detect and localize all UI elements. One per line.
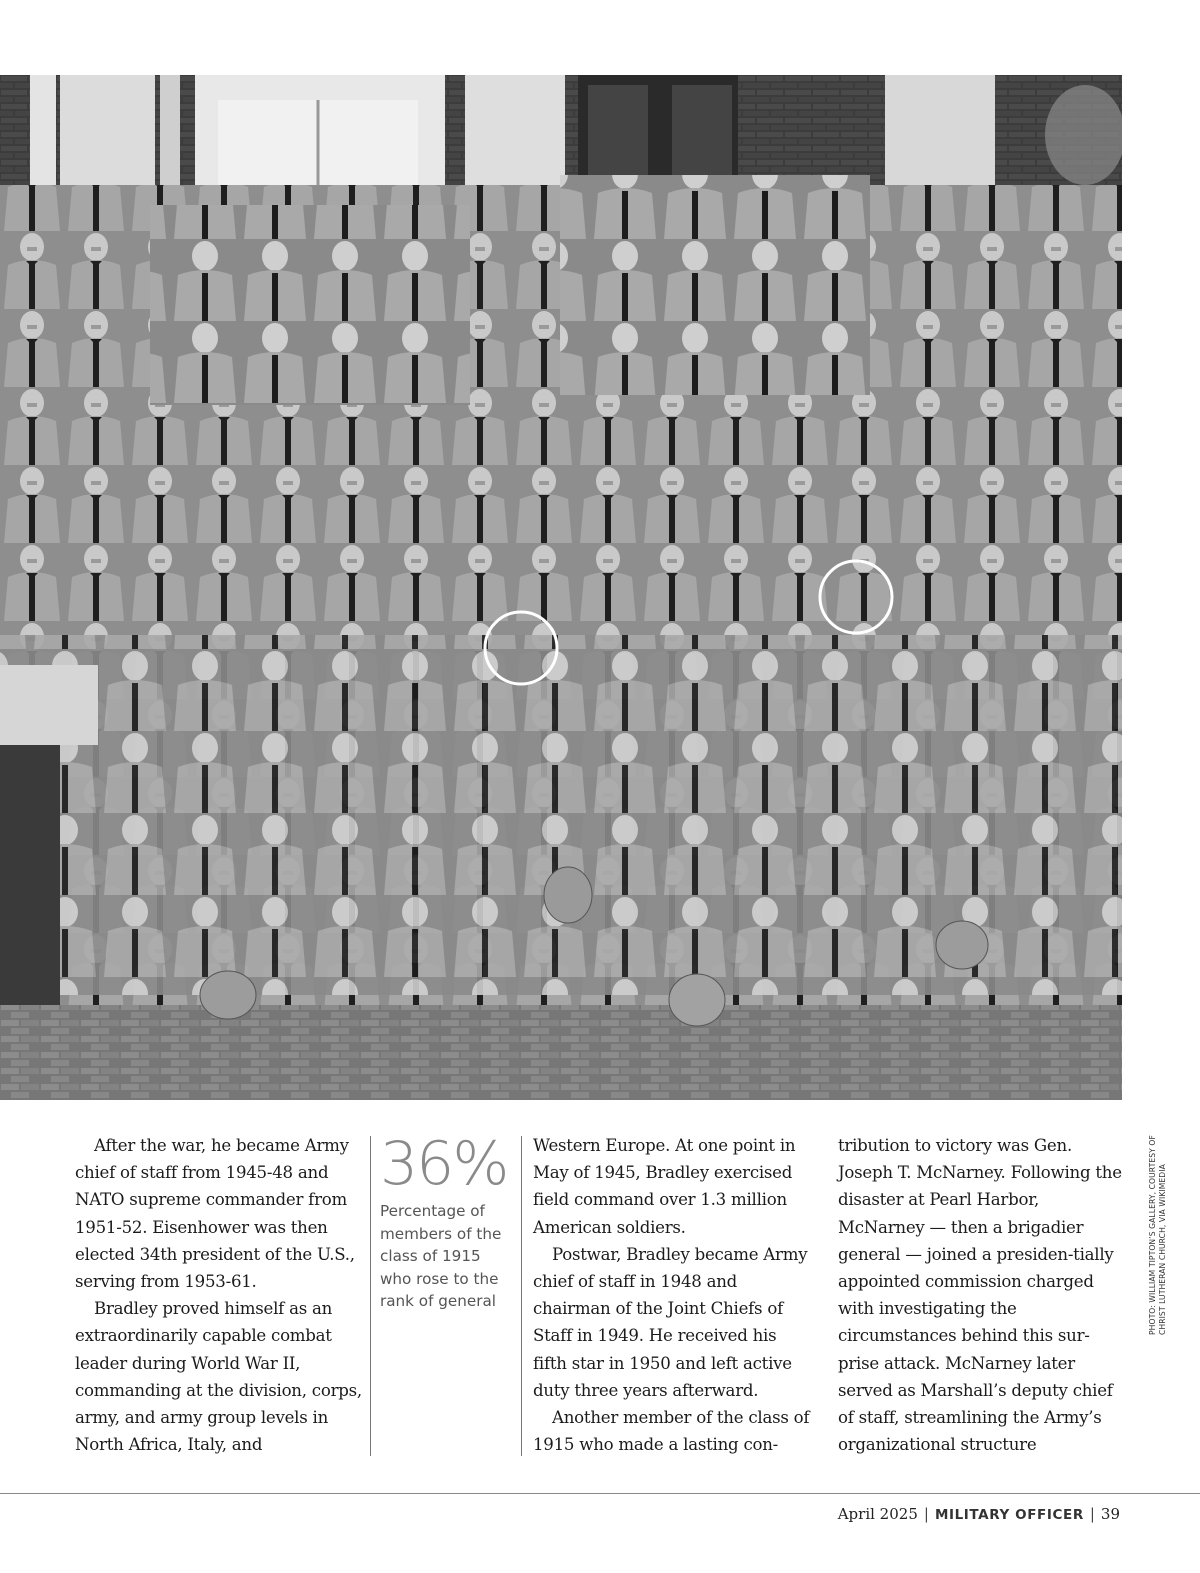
column-divider [370,1136,371,1456]
paragraph: tribution to victory was Gen. Joseph T. McNarney. Following the disaster at Pearl Harbor, McNarney — then a brigadier general — joined a presiden-tially appointed commission charged with investigating the circumstances behind this sur-prise attack. McNarney later served as Marshall’s deputy chief of staff, streamlining the Army’s organizational structure [838,1136,1122,1455]
footer-rule [0,1493,1200,1494]
paragraph: After the war, he became Army chief of staff from 1945-48 and NATO supreme commander from 1951-52. Eisenhower was then elected 34th president of the U.S., serving from 1953-61. [75,1136,355,1292]
group-photo-cadets-icon [0,75,1122,1100]
paragraph: Postwar, Bradley became Army chief of staff in 1948 and chairman of the Joint Chiefs of Staff in 1949. He received his fifth star in 1950 and left active duty three years afterward. [533,1244,808,1400]
page-number: 39 [1100,1505,1120,1523]
article-column-1 [75,1132,363,1458]
article-column-3 [533,1132,813,1458]
group-photo [0,75,1122,1100]
page-footer: April 2025 | MILITARY OFFICER | 39 [837,1505,1120,1523]
photo-credit-wrap [1148,1115,1170,1335]
stat-callout [380,1130,515,1313]
issue-date: April 2025 [837,1505,918,1523]
column-divider [521,1136,522,1456]
paragraph: Another member of the class of 1915 who made a lasting con- [533,1408,810,1455]
article-column-4 [838,1132,1123,1458]
paragraph: Western Europe. At one point in May of 1945, Bradley exercised field command over 1.3 million American soldiers. [533,1136,796,1237]
stat-caption: Percentage of members of the class of 1915 who rose to the rank of general [380,1202,502,1310]
paragraph: Bradley proved himself as an extraordinarily capable combat leader during World War II, commanding at the division, corps, army, and army group levels in North Africa, Italy, and [75,1299,362,1455]
photo-credit: PHOTO: WILLIAM TIPTON’S GALLERY, COURTESY OF CHRIST LUTHERAN CHURCH, VIA WIKIMEDIA [1148,1135,1167,1335]
stat-number: 36% [380,1129,508,1199]
magazine-name: MILITARY OFFICER [934,1507,1084,1523]
